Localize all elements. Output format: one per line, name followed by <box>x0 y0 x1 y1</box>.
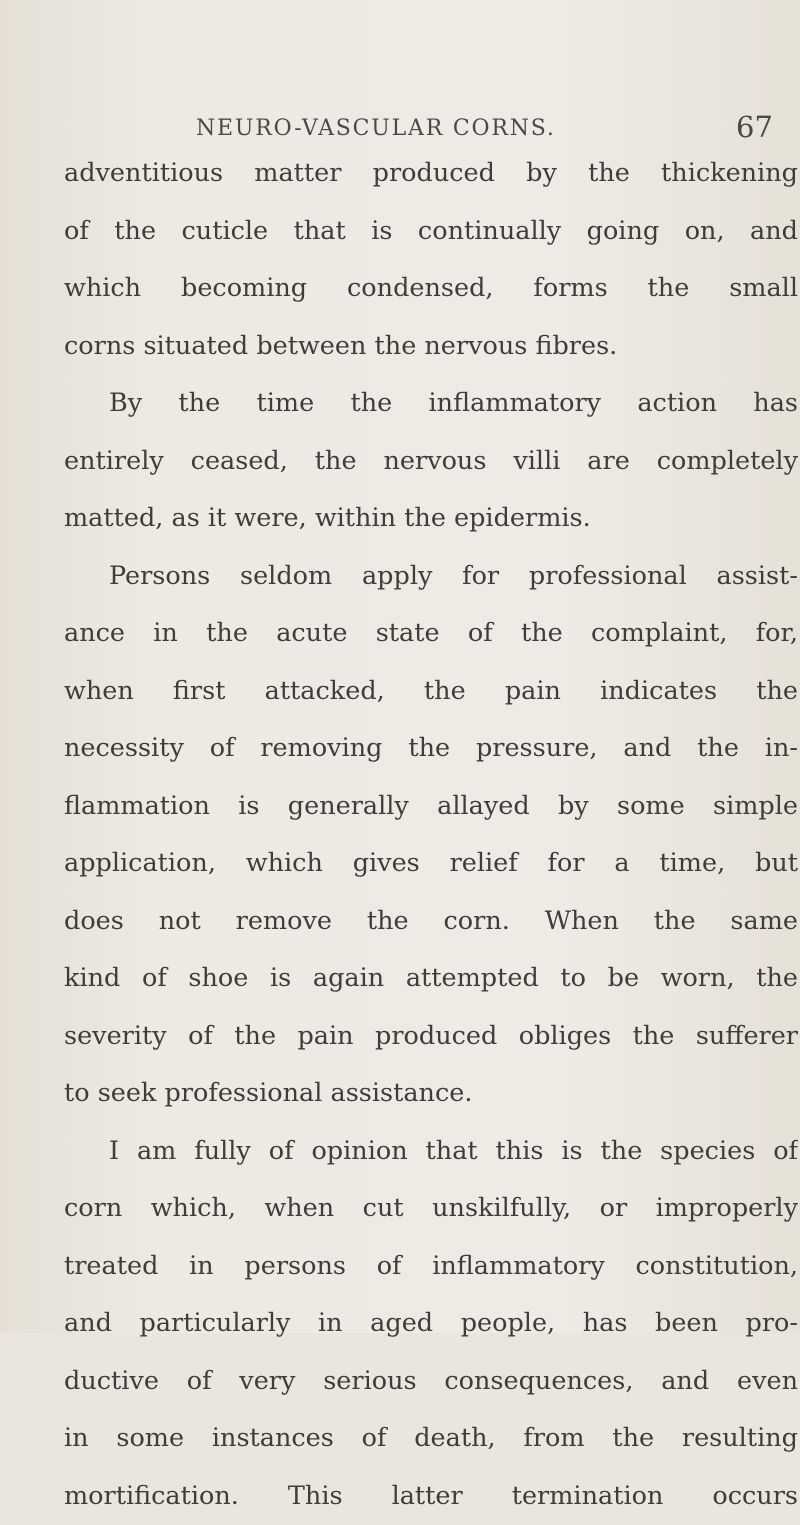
text-line: which becoming condensed, forms the small <box>64 260 798 318</box>
text-line: application, which gives relief for a time, but <box>64 835 798 893</box>
text-line: entirely ceased, the nervous villi are completely <box>64 433 798 491</box>
text-line: kind of shoe is again attempted to be worn, the <box>64 950 798 1008</box>
running-title: NEURO-VASCULAR CORNS. <box>196 116 526 141</box>
text-line: flammation is generally allayed by some simple <box>64 778 798 836</box>
text-line: to seek professional assistance. <box>64 1065 798 1123</box>
text-line: treated in persons of inflammatory constitution, <box>64 1238 798 1296</box>
text-line: ance in the acute state of the complaint, for, <box>64 605 798 663</box>
text-line: corn which, when cut unskilfully, or improperly <box>64 1180 798 1238</box>
text-line: of the cuticle that is continually going on, and <box>64 203 798 261</box>
text-line: By the time the inflammatory action has <box>64 375 798 433</box>
body-text <box>64 145 798 1525</box>
text-line: adventitious matter produced by the thickening <box>64 145 798 203</box>
text-line: ductive of very serious consequences, and even <box>64 1353 798 1411</box>
text-line: mortification. This latter termination occurs <box>64 1468 798 1525</box>
text-line: and particularly in aged people, has been pro- <box>64 1295 798 1353</box>
text-line: Persons seldom apply for professional assist- <box>64 548 798 606</box>
text-line: when first attacked, the pain indicates the <box>64 663 798 721</box>
text-line: I am fully of opinion that this is the species of <box>64 1123 798 1181</box>
text-line: necessity of removing the pressure, and the in- <box>64 720 798 778</box>
page-number: 67 <box>736 110 773 144</box>
text-line: corns situated between the nervous fibres. <box>64 318 798 376</box>
text-line: matted, as it were, within the epidermis. <box>64 490 798 548</box>
text-line: severity of the pain produced obliges the sufferer <box>64 1008 798 1066</box>
text-line: in some instances of death, from the resulting <box>64 1410 798 1468</box>
text-line: does not remove the corn. When the same <box>64 893 798 951</box>
